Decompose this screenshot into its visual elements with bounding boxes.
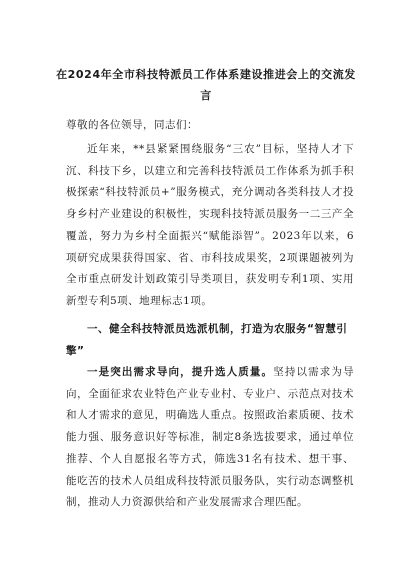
- salutation: 尊敬的各位领导，同志们：: [66, 119, 198, 131]
- paragraph-intro: 近年来，**县紧紧围绕服务“三农”目标，坚持人才下沉、科技下乡，以建立和完善科技特派员工作体系为抓手积极探索“科技特派员+”服务模式，充分调动各类科技人才投身乡村产业建设的积极性，实现科技特派员服务一二三产全覆盖，努力为乡村全面振兴“赋能添智”。2023年以来，6项研究成果获得国家、省、市科技成果奖，2项课题被列为全市重点研发计划政策引导类项目，获发明专利1项、实用新型专利5项、地理标志1项。: [66, 143, 354, 307]
- paragraph-lead: 一是突出需求导向，提升选人质量。: [87, 366, 274, 378]
- paragraph-body: 坚持以需求为导向，全面征求农业特色产业专业村、专业户、示范点对技术和人才需求的意见，明确选人重点。按照政治素质硬、技术能力强、服务意识好等标准，制定8条选拔要求，通过单位推荐、个人自愿报名等方式，筛选31名有技术、想干事、能吃苦的技术人员组成科技特派员服务队，实行动态调整机制，推动人力资源供给和产业发展需求合理匹配。: [66, 366, 355, 509]
- section-heading-1: 一、健全科技特派员选派机制，打造为农服务“智慧引擎”: [66, 323, 348, 357]
- paragraph-section-1: [66, 362, 354, 514]
- document-title: 在2024年全市科技特派员工作体系建设推进会上的交流发言: [56, 68, 356, 102]
